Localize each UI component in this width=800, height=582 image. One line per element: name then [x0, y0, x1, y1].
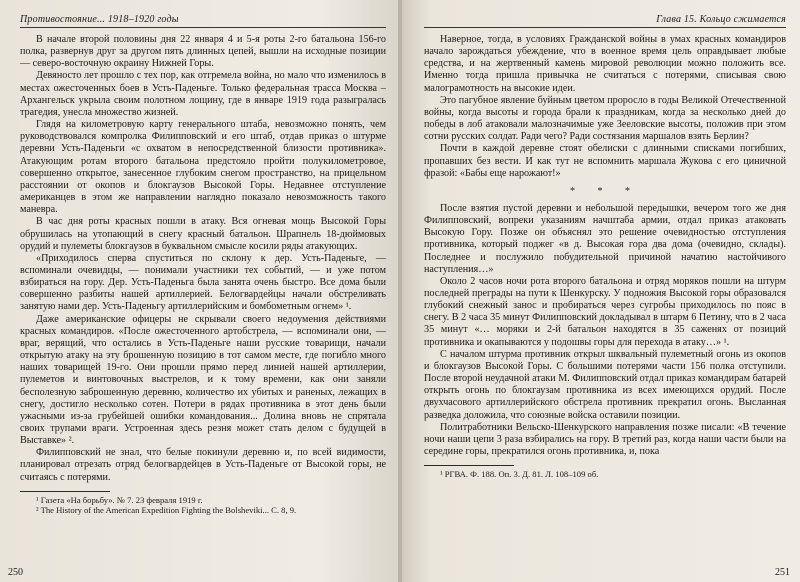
footnote-divider	[20, 491, 110, 492]
paragraph: Глядя на километровую карту генерального штаба, невозможно понять, чем руководствовался компролка Филипповский и его штаб, отдав приказ о штурме деревни Усть-Паденьги «с охватом в непосредственной близости противника». Атакующим ротам второго батальона предстояло пройти полукилометровое, совершенно открытое, занесенное глубоким снегом пространство, на прицельном расстоянии от окопов и блокгаузов Высокой Горы. Недавнее отступление американцев в этом же направлении наглядно показало невозможность такого маневра.	[20, 119, 386, 216]
footnote: ¹ РГВА. Ф. 188. Оп. 3. Д. 81. Л. 108–109 об.	[440, 469, 599, 480]
paragraph: Филипповский не знал, что белые покинули деревню и, по всей видимости, планировал отрезать отряд белогвардейцев в Усть-Паденьге от Высокой горы, не считаясь с потерями.	[20, 447, 386, 483]
paragraph: Почти в каждой деревне стоят обелиски с длинными списками погибших, пропавших без вести. И как тут не вспомнить маршала Жукова с его циничной фразой: «Бабы еще нарожают!»	[424, 143, 786, 179]
running-head-right	[424, 14, 786, 28]
footnote: ¹ Газета «На борьбу». № 7. 23 февраля 1919 г.	[36, 494, 203, 505]
paragraph: С началом штурма противник открыл шквальный пулеметный огонь из окопов и блокгаузов Высокой Горы. С большими потерями части 156 полка отступили. После второй неудачной атаки М. Филипповский отдал приказ командирам батарей открыть огонь по блокгаузам противника из всех имеющихся орудий. После двухчасового артиллерийского обстрела противник прекратил огонь. Высланная разведка доложила, что союзные войска оставили позиции.	[424, 348, 786, 421]
page-number-left: 250	[8, 567, 23, 578]
right-page-body	[424, 34, 786, 458]
section-break-asterisks: * * *	[570, 185, 640, 197]
paragraph: Около 2 часов ночи рота второго батальона и отряд моряков пошли на штурм последней преграды на пути к Шенкурску. У подножия Высокой горы образовался глубокий снежный занос и пробираться через сугробы приходилось по пояс в снегу. В 2 часа 35 минут Филипповский докладывал в штарм 6 Петину, что в 2 часа 35 минут «… моряки и 2-й батальон находятся в 35 саженях от позиций противника и окапываются у подошвы горы для перехода в атаку…» ¹.	[424, 275, 786, 348]
paragraph: Девяносто лет прошло с тех пор, как отгремела война, но мало что изменилось в местах ожесточенных боев в Усть-Паденьге. Только федеральная трасса Москва – Архангельск укрыла своим полотном лощину, где в январе 1919 года разыгралась трагедия, унесла множество жизней.	[20, 70, 386, 118]
paragraph: В начале второй половины дня 22 января 4 и 5-я роты 2-го батальона 156-го полка, развернув друг за другом пять длинных цепей, вышли на исходные позиции — северо-восточную окраину Нижней Горы.	[20, 34, 386, 70]
footnote-divider	[424, 465, 514, 466]
running-head-right-text: Глава 15. Кольцо сжимается	[656, 14, 786, 25]
footnote: ² The History of the American Expedition Fighting the Bolsheviki... С. 8, 9.	[36, 505, 297, 516]
right-page	[400, 0, 800, 582]
paragraph: Даже американские офицеры не скрывали своего недоумения действиями красных командиров. «После ожесточенного артобстрела, — вспоминали они, — враг, верящий, что остались в Усть-Паденьге наши русские товарищи, начали открытую атаку на эту брошенную позицию в тот самом месте, где погибло много наших товарищей 19-го. Они прошли прямо перед линией нашей артиллерии, пулеметов и винтовочных выстрелов, и к тому времени, как они заняли бесполезную заброшенную деревню, количество их убитых и раненых, лежащих в снегу, достигло несколько сотен. Потери в рядах противника в этот день были ужасными из-за грубейшей ошибки командования... Долина вновь не спрятала своих трупами враги. Устроенная здесь резня может стать делом с будущей в Выставке» ².	[20, 313, 386, 447]
paragraph: После взятия пустой деревни и небольшой передышки, вечером того же дня Филипповский, вопреки указаниям начштаба армии, отдал приказ атаковать Высокую Гору. Позже он объяснял это решение очевидностью отступления противника, который поджег «в д. Высокая гора два дома (очевидно, склады). Последнее и послужило побудительной причиной начатию настойчивого наступления…»	[424, 202, 786, 275]
paragraph: «Приходилось сперва спуститься по склону к дер. Усть-Паденьге, — вспоминали очевидцы, — понимали участники тех событий, — и уже потом взбираться на гору. Дер. Усть-Паденьга была занята очень быстро. Все дома были совершенно разбиты нашей артиллерией. Белогвардейцы начали обстреливать занятую нами дер. Усть-Паденьгу артиллерийским и бомбометным огнем» ¹.	[20, 252, 386, 313]
running-head-left-text: Противостояние... 1918–1920 годы	[20, 14, 179, 25]
paragraph: Это пагубное явление буйным цветом проросло в годы Великой Отечественной войны, когда высоты и города брали к праздникам, когда за несколько дней до победы в лоб атаковали малозначимые уже Зееловские высоты, положив при этом сотни русских солдат. Ради чего? Ради состязания маршалов взять Берлин?	[424, 94, 786, 143]
right-footnotes	[424, 469, 786, 480]
paragraph: Политработники Вельско-Шенкурского направления позже писали: «В течение ночи наши цепи 3 раза взбирались на гору. В третий раз, когда наши части были на середине горы, прекратился огонь противника, и, пока	[424, 421, 786, 457]
left-page-body	[20, 34, 386, 484]
paragraph: Наверное, тогда, в условиях Гражданской войны в умах красных командиров начало зарождаться убеждение, что в военное время цель оправдывает любые средства, и на жертвенный камень мировой революции можно положить все. Именно тогда пришла привычка не считаться с потерями, списывая свою малограмотность на высокие идеи.	[424, 34, 786, 94]
book-gutter	[398, 0, 402, 582]
left-footnotes	[20, 495, 386, 516]
running-head-left	[20, 14, 386, 28]
paragraph: В час дня роты красных пошли в атаку. Вся огневая мощь Высокой Горы обрушилась на утопающий в снегу красный батальон. Шрапнель 18-дюймовых орудий и пулеметы блокгаузов в буквальном смысле косили ряды атакующих.	[20, 216, 386, 252]
page-number-right: 251	[775, 567, 790, 578]
